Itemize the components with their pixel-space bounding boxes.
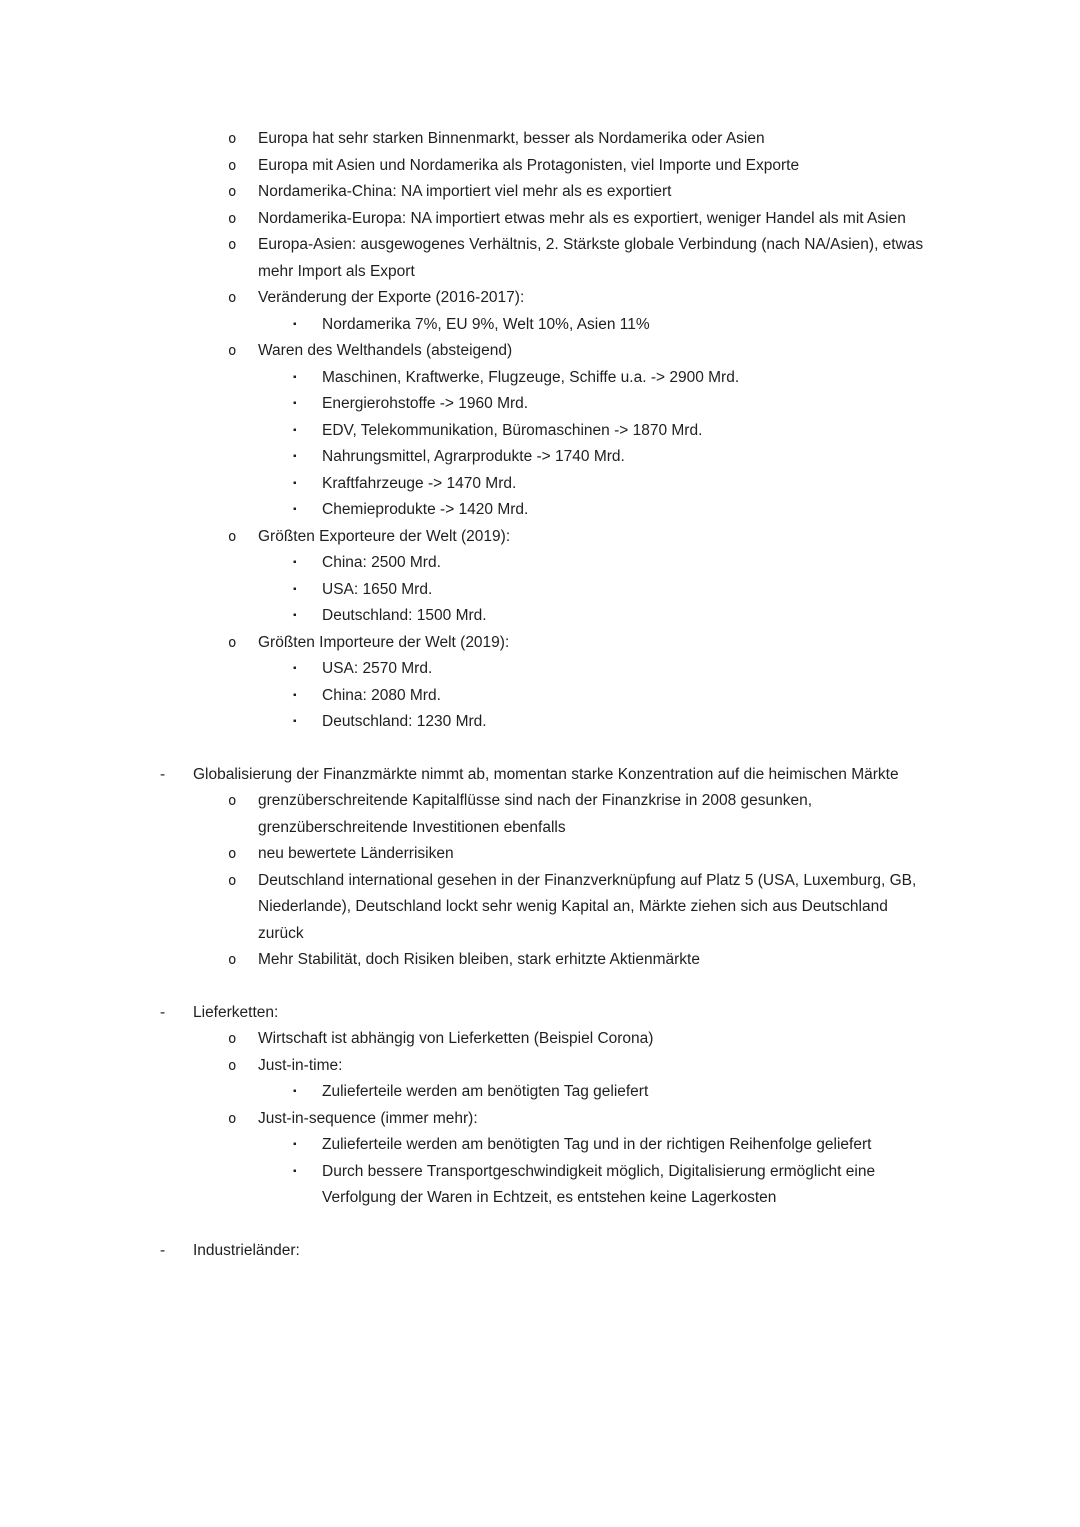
list-item-text: Nordamerika-Europa: NA importiert etwas mehr als es exportiert, weniger Handel als mit Asien	[258, 209, 906, 227]
list-item	[160, 656, 930, 683]
circle-bullet-icon: o	[228, 634, 237, 651]
list-item	[160, 762, 930, 789]
circle-bullet-icon: o	[228, 528, 237, 545]
list-item	[160, 1026, 930, 1053]
list-item	[160, 126, 930, 153]
list-item-text: EDV, Telekommunikation, Büromaschinen -> 1870 Mrd.	[322, 421, 703, 439]
list-item-text: Maschinen, Kraftwerke, Flugzeuge, Schiffe u.a. -> 2900 Mrd.	[322, 368, 740, 386]
list-item-text: Industrieländer:	[193, 1241, 300, 1259]
list-item	[160, 338, 930, 365]
list-item	[160, 683, 930, 710]
list-item	[160, 947, 930, 974]
list-item-text: Europa hat sehr starken Binnenmarkt, besser als Nordamerika oder Asien	[258, 130, 765, 147]
circle-bullet-icon: o	[228, 237, 237, 253]
square-bullet-icon: ▪	[293, 371, 297, 383]
list-item-text: Veränderung der Exporte (2016-2017):	[258, 289, 525, 306]
circle-bullet-icon: o	[228, 290, 237, 306]
list-item-text: China: 2500 Mrd.	[322, 554, 441, 571]
list-item-text: Deutschland international gesehen in der Finanzverknüpfung auf Platz 5 (USA, Luxemburg, GB, Niederlande), Deutschland lockt sehr wenig Kapital an, Märkte ziehen sich aus Deutschland zurück	[258, 871, 917, 942]
list-item-text: Europa mit Asien und Nordamerika als Protagonisten, viel Importe und Exporte	[258, 156, 800, 174]
square-bullet-icon: ▪	[293, 663, 297, 674]
list-item-text: Mehr Stabilität, doch Risiken bleiben, stark erhitzte Aktienmärkte	[258, 951, 700, 968]
list-item	[160, 1079, 930, 1106]
list-item	[160, 471, 930, 498]
circle-bullet-icon: o	[228, 210, 237, 227]
circle-bullet-icon: o	[228, 184, 237, 200]
list-item	[160, 232, 930, 285]
list-item-text: Just-in-time:	[258, 1056, 343, 1074]
square-bullet-icon: ▪	[293, 504, 297, 515]
list-item	[160, 206, 930, 233]
square-bullet-icon: ▪	[293, 716, 297, 727]
circle-bullet-icon: o	[228, 1110, 237, 1127]
square-bullet-icon: ▪	[293, 689, 297, 701]
circle-bullet-icon: o	[228, 846, 237, 862]
list-item	[160, 603, 930, 630]
list-item	[160, 868, 930, 948]
document-body	[160, 126, 930, 1264]
circle-bullet-icon: o	[228, 343, 237, 359]
square-bullet-icon: ▪	[293, 398, 297, 409]
list-item-text: Deutschland: 1230 Mrd.	[322, 713, 487, 730]
dash-bullet-icon: -	[160, 1003, 166, 1021]
list-item	[160, 391, 930, 418]
square-bullet-icon: ▪	[293, 610, 297, 621]
square-bullet-icon: ▪	[293, 451, 297, 462]
list-item	[160, 1238, 930, 1265]
list-item	[160, 418, 930, 445]
list-item-text: Nordamerika 7%, EU 9%, Welt 10%, Asien 11%	[322, 315, 650, 333]
list-item	[160, 285, 930, 312]
list-item	[160, 1132, 930, 1159]
list-item	[160, 444, 930, 471]
list-item-text: Kraftfahrzeuge -> 1470 Mrd.	[322, 474, 517, 492]
list-item-text: USA: 1650 Mrd.	[322, 580, 433, 598]
list-item	[160, 1053, 930, 1080]
square-bullet-icon: ▪	[293, 557, 297, 568]
list-item	[160, 365, 930, 392]
list-item	[160, 153, 930, 180]
circle-bullet-icon: o	[228, 1031, 237, 1047]
list-item-text: Nahrungsmittel, Agrarprodukte -> 1740 Mrd.	[322, 448, 625, 465]
dash-bullet-icon: -	[160, 1241, 166, 1259]
list-item	[160, 841, 930, 868]
square-bullet-icon: ▪	[293, 583, 297, 595]
list-item-text: USA: 2570 Mrd.	[322, 660, 433, 677]
list-item	[160, 312, 930, 339]
list-item-text: Zulieferteile werden am benötigten Tag und in der richtigen Reihenfolge geliefert	[322, 1136, 872, 1153]
list-item-text: Just-in-sequence (immer mehr):	[258, 1109, 478, 1127]
list-item	[160, 179, 930, 206]
square-bullet-icon: ▪	[293, 477, 297, 489]
list-item	[160, 1106, 930, 1133]
circle-bullet-icon: o	[228, 952, 237, 968]
circle-bullet-icon: o	[228, 793, 237, 809]
list-item-text: Nordamerika-China: NA importiert viel mehr als es exportiert	[258, 183, 672, 200]
list-item	[160, 788, 930, 841]
list-item-text: Chemieprodukte -> 1420 Mrd.	[322, 501, 529, 518]
square-bullet-icon: ▪	[293, 1086, 297, 1097]
square-bullet-icon: ▪	[293, 1139, 297, 1150]
list-item-text: Energierohstoffe -> 1960 Mrd.	[322, 395, 529, 412]
square-bullet-icon: ▪	[293, 1165, 297, 1177]
list-item	[160, 550, 930, 577]
list-item-text: Waren des Welthandels (absteigend)	[258, 342, 513, 359]
circle-bullet-icon: o	[228, 1057, 237, 1074]
list-item-text: Europa-Asien: ausgewogenes Verhältnis, 2. Stärkste globale Verbindung (nach NA/Asien), etwas mehr Import als Export	[258, 236, 924, 280]
list-item	[160, 1159, 930, 1212]
circle-bullet-icon: o	[228, 157, 237, 174]
list-item-text: Größten Exporteure der Welt (2019):	[258, 527, 511, 545]
list-item-text: Lieferketten:	[193, 1003, 279, 1021]
list-item	[160, 630, 930, 657]
list-item	[160, 577, 930, 604]
dash-bullet-icon: -	[160, 765, 166, 783]
list-item	[160, 1000, 930, 1027]
list-item-text: grenzüberschreitende Kapitalflüsse sind nach der Finanzkrise in 2008 gesunken, grenzüberschreitende Investitionen ebenfalls	[258, 792, 813, 836]
list-item	[160, 497, 930, 524]
circle-bullet-icon: o	[228, 131, 237, 147]
list-item-text: China: 2080 Mrd.	[322, 686, 441, 704]
list-item	[160, 709, 930, 736]
list-item-text: Größten Importeure der Welt (2019):	[258, 633, 510, 651]
list-item-text: Wirtschaft ist abhängig von Lieferketten (Beispiel Corona)	[258, 1030, 654, 1047]
circle-bullet-icon: o	[228, 872, 237, 889]
square-bullet-icon: ▪	[293, 424, 297, 436]
list-item	[160, 524, 930, 551]
list-item-text: Zulieferteile werden am benötigten Tag geliefert	[322, 1083, 649, 1100]
list-item-text: Deutschland: 1500 Mrd.	[322, 607, 487, 624]
square-bullet-icon: ▪	[293, 318, 297, 330]
list-item-text: Durch bessere Transportgeschwindigkeit möglich, Digitalisierung ermöglicht eine Verfolgung der Waren in Echtzeit, es entstehen keine Lagerkosten	[322, 1162, 876, 1206]
list-item-text: neu bewertete Länderrisiken	[258, 845, 454, 862]
list-item-text: Globalisierung der Finanzmärkte nimmt ab, momentan starke Konzentration auf die heimischen Märkte	[193, 765, 899, 783]
